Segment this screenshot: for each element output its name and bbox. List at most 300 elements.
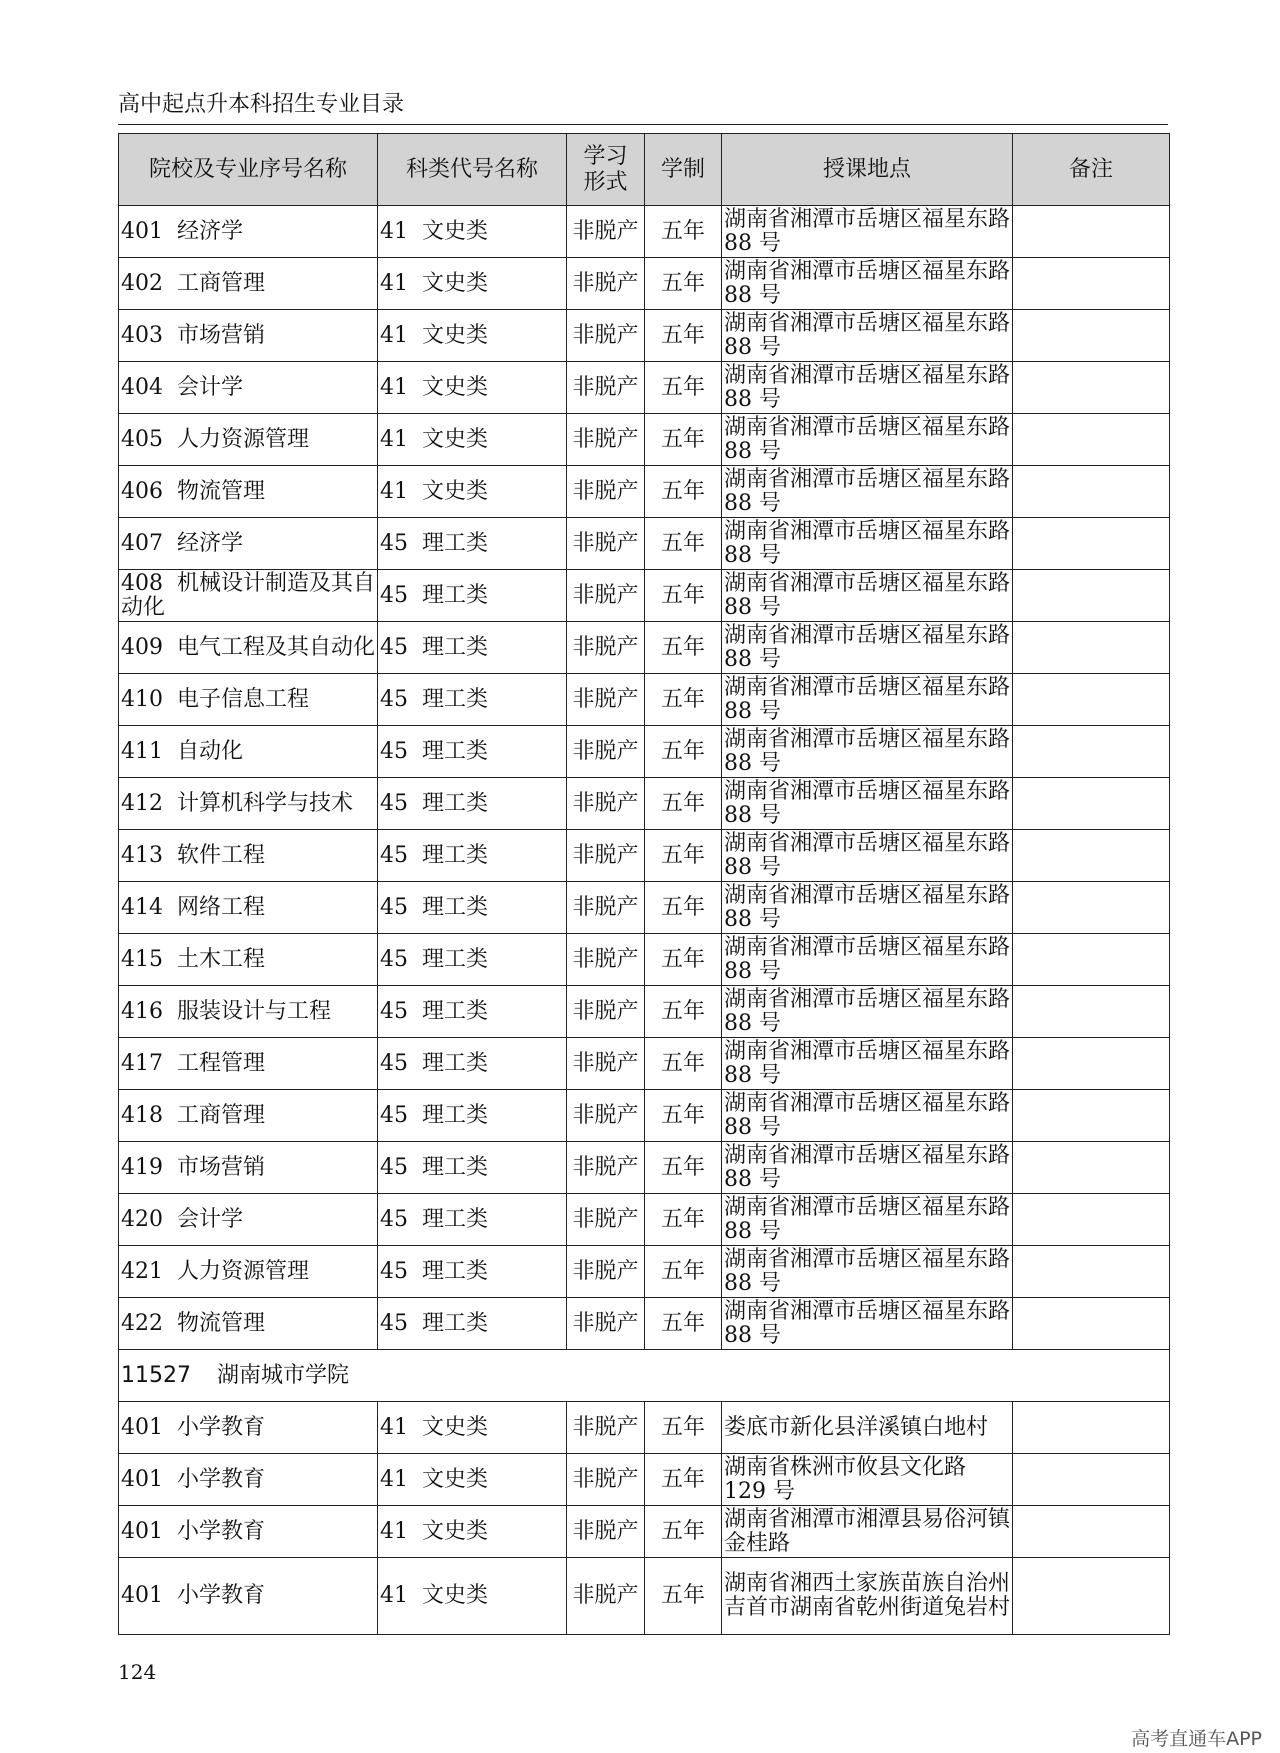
study-form-cell: 非脱产 [567, 1142, 645, 1194]
table-row [119, 830, 1170, 882]
category-name: 理工类 [422, 634, 489, 660]
table-row [119, 1090, 1170, 1142]
major-name: 小学教育 [177, 1518, 266, 1544]
duration-cell: 五年 [645, 1402, 722, 1454]
remark-cell [1013, 882, 1170, 934]
table-row [119, 258, 1170, 310]
major-cell [119, 1402, 378, 1454]
category-name: 文史类 [422, 218, 489, 244]
location-cell: 湖南省湘潭市岳塘区福星东路 88 号 [722, 1194, 1013, 1246]
category-name: 文史类 [422, 478, 489, 504]
location-cell: 湖南省湘潭市岳塘区福星东路 88 号 [722, 570, 1013, 622]
major-code: 419 [121, 1154, 163, 1180]
remark-cell [1013, 518, 1170, 570]
table-row [119, 934, 1170, 986]
study-form-cell: 非脱产 [567, 1402, 645, 1454]
major-code: 416 [121, 998, 163, 1024]
category-code: 45 [380, 1154, 408, 1180]
major-name: 经济学 [177, 530, 244, 556]
category-code: 45 [380, 686, 408, 712]
category-code: 45 [380, 998, 408, 1024]
major-name: 网络工程 [177, 894, 266, 920]
duration-cell: 五年 [645, 362, 722, 414]
table-row [119, 778, 1170, 830]
duration-cell: 五年 [645, 518, 722, 570]
category-code: 45 [380, 1310, 408, 1336]
duration-cell: 五年 [645, 1558, 722, 1635]
page-number: 124 [118, 1660, 157, 1684]
major-cell [119, 830, 378, 882]
major-name: 土木工程 [177, 946, 266, 972]
major-name: 人力资源管理 [177, 426, 310, 452]
catalog-table [118, 133, 1170, 1635]
remark-cell [1013, 1402, 1170, 1454]
major-cell [119, 1454, 378, 1506]
major-cell [119, 1194, 378, 1246]
major-cell [119, 570, 378, 622]
duration-cell: 五年 [645, 1454, 722, 1506]
location-cell: 娄底市新化县洋溪镇白地村 [722, 1402, 1013, 1454]
study-form-cell: 非脱产 [567, 778, 645, 830]
location-cell: 湖南省湘潭市岳塘区福星东路 88 号 [722, 1090, 1013, 1142]
study-form-cell: 非脱产 [567, 1246, 645, 1298]
category-name: 理工类 [422, 1258, 489, 1284]
duration-cell: 五年 [645, 674, 722, 726]
location-cell: 湖南省湘潭市岳塘区福星东路 88 号 [722, 1298, 1013, 1350]
category-cell [378, 206, 567, 258]
category-code: 45 [380, 582, 408, 608]
category-name: 理工类 [422, 790, 489, 816]
major-code: 403 [121, 322, 163, 348]
duration-cell: 五年 [645, 1506, 722, 1558]
major-cell [119, 726, 378, 778]
category-code: 45 [380, 790, 408, 816]
major-name: 电气工程及其自动化 [177, 634, 376, 660]
duration-cell: 五年 [645, 206, 722, 258]
category-name: 文史类 [422, 426, 489, 452]
remark-cell [1013, 258, 1170, 310]
table-row [119, 1454, 1170, 1506]
category-name: 理工类 [422, 738, 489, 764]
category-code: 45 [380, 1050, 408, 1076]
remark-cell [1013, 1298, 1170, 1350]
study-form-cell: 非脱产 [567, 570, 645, 622]
study-form-cell: 非脱产 [567, 986, 645, 1038]
category-code: 45 [380, 894, 408, 920]
category-code: 41 [380, 1518, 408, 1544]
duration-cell: 五年 [645, 1246, 722, 1298]
location-cell: 湖南省湘潭市岳塘区福星东路 88 号 [722, 414, 1013, 466]
location-cell: 湖南省湘潭市岳塘区福星东路 88 号 [722, 1142, 1013, 1194]
major-cell [119, 674, 378, 726]
category-cell [378, 362, 567, 414]
major-name: 市场营销 [177, 322, 266, 348]
major-name: 自动化 [177, 738, 244, 764]
remark-cell [1013, 830, 1170, 882]
major-name: 工商管理 [177, 270, 266, 296]
table-row [119, 1298, 1170, 1350]
table-row [119, 570, 1170, 622]
category-cell [378, 570, 567, 622]
remark-cell [1013, 934, 1170, 986]
category-code: 45 [380, 1102, 408, 1128]
category-name: 文史类 [422, 270, 489, 296]
category-cell [378, 778, 567, 830]
category-name: 理工类 [422, 530, 489, 556]
category-name: 理工类 [422, 686, 489, 712]
major-name: 工商管理 [177, 1102, 266, 1128]
location-cell: 湖南省湘潭市岳塘区福星东路 88 号 [722, 518, 1013, 570]
table-row [119, 518, 1170, 570]
major-code: 404 [121, 374, 163, 400]
study-form-cell: 非脱产 [567, 206, 645, 258]
table-row [119, 622, 1170, 674]
category-code: 41 [380, 1414, 408, 1440]
major-cell [119, 310, 378, 362]
table-row [119, 726, 1170, 778]
major-cell [119, 986, 378, 1038]
school-cell [119, 1350, 1170, 1402]
major-cell [119, 518, 378, 570]
major-name: 小学教育 [177, 1583, 266, 1608]
category-cell [378, 1194, 567, 1246]
column-header-location: 授课地点 [722, 134, 1013, 206]
duration-cell: 五年 [645, 726, 722, 778]
category-code: 41 [380, 1466, 408, 1492]
location-cell: 湖南省湘潭市岳塘区福星东路 88 号 [722, 778, 1013, 830]
major-cell [119, 206, 378, 258]
remark-cell [1013, 986, 1170, 1038]
major-cell [119, 934, 378, 986]
category-cell [378, 414, 567, 466]
category-cell [378, 674, 567, 726]
major-name: 小学教育 [177, 1466, 266, 1492]
category-name: 理工类 [422, 582, 489, 608]
major-cell [119, 1142, 378, 1194]
study-form-cell: 非脱产 [567, 258, 645, 310]
duration-cell: 五年 [645, 310, 722, 362]
remark-cell [1013, 1558, 1170, 1635]
remark-cell [1013, 414, 1170, 466]
category-name: 理工类 [422, 998, 489, 1024]
column-header-major: 院校及专业序号名称 [119, 134, 378, 206]
major-cell [119, 414, 378, 466]
category-cell [378, 1558, 567, 1635]
category-code: 45 [380, 1258, 408, 1284]
category-code: 45 [380, 946, 408, 972]
location-cell: 湖南省湘潭市岳塘区福星东路 88 号 [722, 1246, 1013, 1298]
major-name: 工程管理 [177, 1050, 266, 1076]
category-name: 理工类 [422, 1050, 489, 1076]
category-cell [378, 986, 567, 1038]
category-code: 45 [380, 842, 408, 868]
major-name: 机械设计制造及其自动化 [121, 570, 376, 620]
major-code: 418 [121, 1102, 163, 1128]
watermark: 高考直通车APP [1131, 1728, 1262, 1750]
remark-cell [1013, 778, 1170, 830]
category-name: 文史类 [422, 1583, 489, 1608]
duration-cell: 五年 [645, 830, 722, 882]
remark-cell [1013, 674, 1170, 726]
duration-cell: 五年 [645, 258, 722, 310]
major-cell [119, 1090, 378, 1142]
major-name: 会计学 [177, 1206, 244, 1232]
major-cell [119, 622, 378, 674]
table-row [119, 1506, 1170, 1558]
school-row [119, 1350, 1170, 1402]
remark-cell [1013, 622, 1170, 674]
remark-cell [1013, 362, 1170, 414]
school-code: 11527 [121, 1362, 191, 1388]
category-cell [378, 1246, 567, 1298]
remark-cell [1013, 570, 1170, 622]
duration-cell: 五年 [645, 882, 722, 934]
major-cell [119, 1558, 378, 1635]
category-cell [378, 1090, 567, 1142]
study-form-cell: 非脱产 [567, 518, 645, 570]
duration-cell: 五年 [645, 934, 722, 986]
major-name: 市场营销 [177, 1154, 266, 1180]
category-cell [378, 622, 567, 674]
study-form-cell: 非脱产 [567, 1454, 645, 1506]
table-row [119, 882, 1170, 934]
category-code: 41 [380, 322, 408, 348]
major-code: 406 [121, 478, 163, 504]
category-name: 理工类 [422, 946, 489, 972]
category-name: 文史类 [422, 322, 489, 348]
location-cell: 湖南省湘潭市岳塘区福星东路 88 号 [722, 206, 1013, 258]
remark-cell [1013, 1246, 1170, 1298]
duration-cell: 五年 [645, 1298, 722, 1350]
category-cell [378, 726, 567, 778]
category-name: 理工类 [422, 842, 489, 868]
major-name: 软件工程 [177, 842, 266, 868]
major-cell [119, 1298, 378, 1350]
category-cell [378, 934, 567, 986]
remark-cell [1013, 310, 1170, 362]
location-cell: 湖南省湘潭市岳塘区福星东路 88 号 [722, 310, 1013, 362]
remark-cell [1013, 1038, 1170, 1090]
study-form-cell: 非脱产 [567, 882, 645, 934]
major-name: 会计学 [177, 374, 244, 400]
category-name: 文史类 [422, 374, 489, 400]
remark-cell [1013, 1454, 1170, 1506]
study-form-cell: 非脱产 [567, 1194, 645, 1246]
duration-cell: 五年 [645, 570, 722, 622]
category-name: 理工类 [422, 1206, 489, 1232]
table-row [119, 1194, 1170, 1246]
study-form-cell: 非脱产 [567, 1298, 645, 1350]
remark-cell [1013, 1506, 1170, 1558]
table-row [119, 206, 1170, 258]
major-code: 407 [121, 530, 163, 556]
major-name: 物流管理 [177, 1310, 266, 1336]
study-form-cell: 非脱产 [567, 830, 645, 882]
major-name: 经济学 [177, 218, 244, 244]
table-row [119, 414, 1170, 466]
category-name: 理工类 [422, 1310, 489, 1336]
duration-cell: 五年 [645, 1142, 722, 1194]
category-cell [378, 1402, 567, 1454]
column-header-study-form: 学习 形式 [567, 134, 645, 206]
remark-cell [1013, 466, 1170, 518]
major-name: 物流管理 [177, 478, 266, 504]
major-cell [119, 1038, 378, 1090]
location-cell: 湖南省湘潭市岳塘区福星东路 88 号 [722, 1038, 1013, 1090]
location-cell: 湖南省湘潭市岳塘区福星东路 88 号 [722, 258, 1013, 310]
study-form-cell: 非脱产 [567, 1038, 645, 1090]
major-code: 401 [121, 218, 163, 244]
major-code: 410 [121, 686, 163, 712]
category-cell [378, 518, 567, 570]
duration-cell: 五年 [645, 622, 722, 674]
category-cell [378, 310, 567, 362]
study-form-cell: 非脱产 [567, 726, 645, 778]
major-name: 人力资源管理 [177, 1258, 310, 1284]
study-form-cell: 非脱产 [567, 622, 645, 674]
duration-cell: 五年 [645, 466, 722, 518]
major-cell [119, 466, 378, 518]
major-cell [119, 1506, 378, 1558]
major-code: 405 [121, 426, 163, 452]
major-code: 413 [121, 842, 163, 868]
major-code: 417 [121, 1050, 163, 1076]
category-code: 45 [380, 530, 408, 556]
location-cell: 湖南省湘潭市岳塘区福星东路 88 号 [722, 362, 1013, 414]
category-cell [378, 1298, 567, 1350]
category-name: 理工类 [422, 1102, 489, 1128]
major-cell [119, 362, 378, 414]
location-cell: 湖南省湘潭市湘潭县易俗河镇金桂路 [722, 1506, 1013, 1558]
category-name: 理工类 [422, 894, 489, 920]
major-code: 411 [121, 738, 163, 764]
category-code: 41 [380, 374, 408, 400]
category-code: 45 [380, 738, 408, 764]
study-form-cell: 非脱产 [567, 934, 645, 986]
school-name: 湖南城市学院 [217, 1362, 350, 1388]
major-code: 421 [121, 1258, 163, 1284]
major-code: 401 [121, 1518, 163, 1544]
study-form-cell: 非脱产 [567, 1090, 645, 1142]
category-name: 理工类 [422, 1154, 489, 1180]
duration-cell: 五年 [645, 414, 722, 466]
major-name: 小学教育 [177, 1414, 266, 1440]
category-cell [378, 1506, 567, 1558]
location-cell: 湖南省湘潭市岳塘区福星东路 88 号 [722, 882, 1013, 934]
major-code: 401 [121, 1414, 163, 1440]
table-row [119, 466, 1170, 518]
location-cell: 湖南省湘潭市岳塘区福星东路 88 号 [722, 622, 1013, 674]
duration-cell: 五年 [645, 1194, 722, 1246]
study-form-cell: 非脱产 [567, 310, 645, 362]
category-name: 文史类 [422, 1518, 489, 1544]
major-code: 415 [121, 946, 163, 972]
major-cell [119, 1246, 378, 1298]
major-cell [119, 882, 378, 934]
location-cell: 湖南省湘潭市岳塘区福星东路 88 号 [722, 674, 1013, 726]
table-row [119, 1142, 1170, 1194]
duration-cell: 五年 [645, 778, 722, 830]
major-code: 420 [121, 1206, 163, 1232]
location-cell: 湖南省湘潭市岳塘区福星东路 88 号 [722, 726, 1013, 778]
study-form-cell: 非脱产 [567, 362, 645, 414]
major-cell [119, 778, 378, 830]
category-cell [378, 830, 567, 882]
remark-cell [1013, 1142, 1170, 1194]
remark-cell [1013, 1090, 1170, 1142]
major-code: 408 [121, 570, 163, 596]
table-row [119, 1246, 1170, 1298]
category-code: 45 [380, 634, 408, 660]
table-row [119, 1402, 1170, 1454]
table-row [119, 1558, 1170, 1635]
category-code: 45 [380, 1206, 408, 1232]
category-code: 41 [380, 1583, 408, 1608]
category-name: 文史类 [422, 1414, 489, 1440]
remark-cell [1013, 1194, 1170, 1246]
duration-cell: 五年 [645, 1038, 722, 1090]
major-code: 414 [121, 894, 163, 920]
major-code: 401 [121, 1466, 163, 1492]
page-header-title: 高中起点升本科招生专业目录 [118, 92, 405, 117]
major-cell [119, 258, 378, 310]
major-code: 422 [121, 1310, 163, 1336]
major-code: 401 [121, 1583, 163, 1608]
category-name: 文史类 [422, 1466, 489, 1492]
table-row [119, 986, 1170, 1038]
table-row [119, 310, 1170, 362]
table-header-row [119, 134, 1170, 206]
major-code: 409 [121, 634, 163, 660]
location-cell: 湖南省株洲市攸县文化路 129 号 [722, 1454, 1013, 1506]
category-cell [378, 1038, 567, 1090]
category-code: 41 [380, 478, 408, 504]
remark-cell [1013, 206, 1170, 258]
column-header-duration: 学制 [645, 134, 722, 206]
header-rule [118, 124, 1168, 125]
table-row [119, 674, 1170, 726]
column-header-remark: 备注 [1013, 134, 1170, 206]
major-code: 412 [121, 790, 163, 816]
study-form-cell: 非脱产 [567, 674, 645, 726]
study-form-cell: 非脱产 [567, 414, 645, 466]
table-row [119, 362, 1170, 414]
location-cell: 湖南省湘潭市岳塘区福星东路 88 号 [722, 934, 1013, 986]
category-code: 41 [380, 426, 408, 452]
study-form-cell: 非脱产 [567, 1506, 645, 1558]
column-header-category: 科类代号名称 [378, 134, 567, 206]
major-name: 电子信息工程 [177, 686, 310, 712]
location-cell: 湖南省湘潭市岳塘区福星东路 88 号 [722, 466, 1013, 518]
category-cell [378, 1142, 567, 1194]
category-code: 41 [380, 218, 408, 244]
category-code: 41 [380, 270, 408, 296]
category-cell [378, 882, 567, 934]
major-code: 402 [121, 270, 163, 296]
major-name: 服装设计与工程 [177, 998, 332, 1024]
category-cell [378, 258, 567, 310]
study-form-cell: 非脱产 [567, 1558, 645, 1635]
location-cell: 湖南省湘潭市岳塘区福星东路 88 号 [722, 986, 1013, 1038]
remark-cell [1013, 726, 1170, 778]
category-cell [378, 466, 567, 518]
duration-cell: 五年 [645, 986, 722, 1038]
duration-cell: 五年 [645, 1090, 722, 1142]
location-cell: 湖南省湘西土家族苗族自治州吉首市湖南省乾州街道兔岩村 [722, 1558, 1013, 1635]
location-cell: 湖南省湘潭市岳塘区福星东路 88 号 [722, 830, 1013, 882]
category-cell [378, 1454, 567, 1506]
table-row [119, 1038, 1170, 1090]
